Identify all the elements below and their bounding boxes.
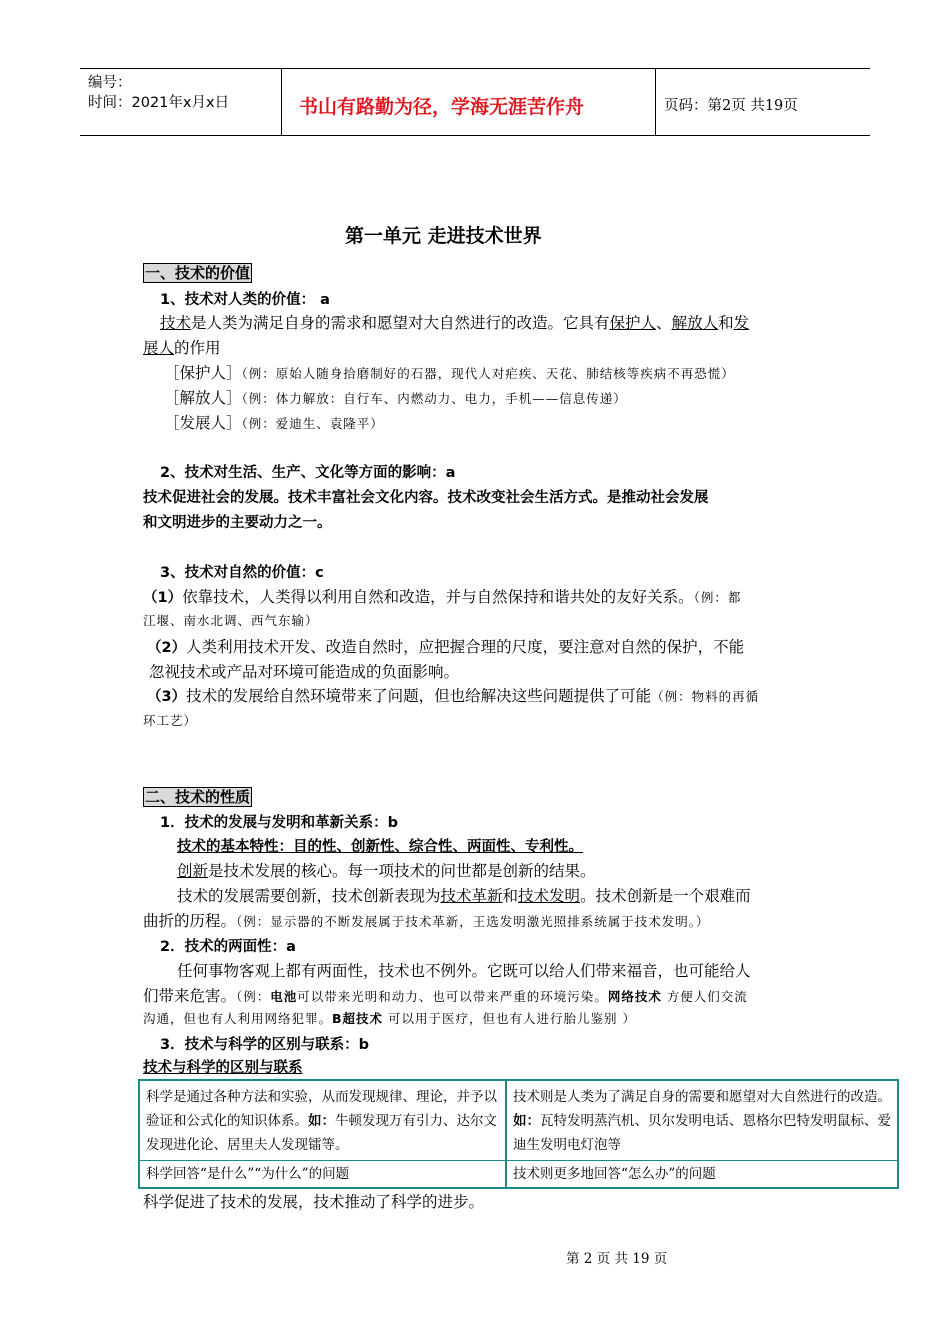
item-label: ［解放人］	[164, 389, 242, 407]
header-divider-right	[655, 68, 656, 135]
comparison-table	[138, 1079, 899, 1189]
sub2-title: 2、技术对生活、生产、文化等方面的影响：a	[160, 465, 456, 481]
text: 科学是通过各种方法和实验，从而发现规律、理论，并予以验证和公式化的知识体系。	[146, 1089, 497, 1129]
num: （2）	[147, 640, 187, 656]
table-cell-science-definition	[139, 1080, 506, 1161]
s2-sub1-line1	[177, 859, 596, 881]
sub3-title: 3、技术对自然的价值：c	[160, 565, 324, 581]
s2-sub2-line3	[143, 1008, 636, 1027]
table-row	[139, 1161, 898, 1189]
item-liberate	[164, 386, 627, 408]
sub3-p3-line2: 环工艺）	[143, 713, 198, 728]
table-cell-technology-question: 技术则更多地回答“怎么办”的问题	[506, 1161, 898, 1189]
item-note: （例：体力解放：自行车、内燃动力、电力，手机——信息传递）	[241, 391, 627, 406]
table-cell-science-question: 科学回答“是什么”“为什么”的问题	[139, 1161, 506, 1189]
text-bold: 如：	[513, 1113, 540, 1129]
header-bottom-rule	[80, 135, 870, 136]
header-number-label: 编号：	[88, 75, 132, 91]
s2-basic-features: 技术的基本特性：目的性、创新性、综合性、两面性、专利性。	[177, 839, 583, 855]
item-label: ［保护人］	[164, 364, 242, 382]
note: 方便人们交流	[661, 989, 748, 1004]
term-liberate: 解放人	[671, 314, 719, 332]
section2-heading	[143, 786, 252, 807]
sub2-line2: 和文明进步的主要动力之一。	[143, 515, 332, 531]
header-top-rule	[80, 68, 870, 69]
sub3-p2-line2: 忽视技术或产品对环境可能造成的负面影响。	[149, 663, 460, 681]
text: 瓦特发明蒸汽机、贝尔发明电话、恩格尔巴特发明鼠标、爱迪生发明电灯泡等	[513, 1113, 891, 1153]
text: 和	[718, 314, 734, 332]
item-note: （例：爱迪生、袁隆平）	[241, 416, 384, 431]
note-bold: 网络技术	[607, 989, 662, 1004]
term-innovation-reform: 技术革新	[440, 887, 503, 905]
s2-sub1-line3	[143, 909, 710, 931]
note: （例：物料的再循	[651, 689, 760, 704]
sub1-title: 1、技术对人类的价值： a	[160, 292, 330, 308]
header-page-info: 页码：第2页 共19页	[664, 98, 798, 114]
text: 技术则是人类为了满足自身的需要和愿望对大自然进行的改造。	[513, 1089, 891, 1105]
note: （例：	[236, 989, 271, 1004]
sub3-p2-line1	[147, 635, 744, 657]
s2-sub3-title: 3．技术与科学的区别与联系：b	[160, 1037, 369, 1053]
sub3-p1-line1	[143, 585, 741, 607]
section1-heading	[143, 262, 252, 283]
term-invention: 技术发明	[518, 887, 581, 905]
conclusion: 科学促进了技术的发展，技术推动了科学的进步。	[143, 1193, 485, 1211]
header-time-label: 时间：2021年x月x日	[88, 95, 230, 111]
s2-sub2-title: 2．技术的两面性：a	[160, 939, 296, 955]
text: 是技术发展的核心。每一项技术的问世都是创新的结果。	[208, 862, 596, 880]
sub1-paragraph-line2	[143, 336, 221, 358]
item-protect	[164, 361, 735, 383]
s2-sub1-title: 1．技术的发展与发明和革新关系：b	[160, 815, 398, 831]
table-cell-technology-definition	[506, 1080, 898, 1161]
item-label: ［发展人］	[164, 414, 242, 432]
s2-sub2-line2	[143, 984, 748, 1006]
text: 、	[656, 314, 672, 332]
text: 的作用	[174, 339, 221, 357]
sub3-p3-line1	[147, 684, 759, 706]
text: 们带来危害。	[143, 987, 237, 1005]
note: 沟通，但也有人利用网络犯罪。	[143, 1011, 333, 1026]
note: 可以用于医疗，但也有人进行胎儿鉴别 ）	[383, 1011, 636, 1026]
sub2-line1: 技术促进社会的发展。技术丰富社会文化内容。技术改变社会生活方式。是推动社会发展	[143, 490, 709, 506]
text: 技术的发展需要创新，技术创新表现为	[177, 887, 441, 905]
term-innovation: 创新	[177, 862, 209, 880]
sub1-paragraph-line1	[160, 311, 749, 333]
s2-sub2-line1: 任何事物客观上都有两面性，技术也不例外。它既可以给人们带来福音，也可能给人	[177, 962, 751, 980]
term-develop-b: 展人	[143, 339, 175, 357]
text: 依靠技术，人类得以利用自然和改造，并与自然保持和谐共处的友好关系。	[182, 588, 694, 606]
text: 是人类为满足自身的需求和愿望对大自然进行的改造。它具有	[191, 314, 610, 332]
note-bold: B超技术	[332, 1011, 384, 1026]
footer-page-number: 第 2 页 共 19 页	[566, 1251, 668, 1267]
term-technology: 技术	[160, 314, 192, 332]
header-motto: 书山有路勤为径，学海无涯苦作舟	[299, 96, 585, 118]
note-bold: 电池	[270, 989, 298, 1004]
text: 技术的发展给自然环境带来了问题，但也给解决这些问题提供了可能	[186, 687, 652, 705]
text: 和	[502, 887, 519, 905]
text-bold: 如：	[308, 1113, 335, 1129]
note: （例：都	[693, 590, 742, 605]
note: （例：显示器的不断发展属于技术革新，王选发明激光照排系统属于技术发明。）	[236, 914, 710, 929]
item-develop	[164, 411, 384, 433]
text: 人类利用技术开发、改造自然时，应把握合理的尺度，要注意对自然的保护，不能	[186, 638, 745, 656]
page-title: 第一单元 走进技术世界	[345, 225, 542, 247]
sub3-p1-line2: 江堰、南水北调、西气东输）	[143, 613, 319, 628]
text: 。技术创新是一个艰难而	[580, 887, 751, 905]
item-note: （例：原始人随身拾磨制好的石器，现代人对疟疾、天花、肺结核等疾病不再恐慌）	[241, 366, 735, 381]
term-protect: 保护人	[609, 314, 657, 332]
num: （1）	[143, 590, 183, 606]
text: 牛顿发现万有引力、达尔文发现进化论、居里夫人发现镭等。	[146, 1113, 497, 1153]
note: 可以带来光明和动力、也可以带来严重的环境污染。	[297, 989, 608, 1004]
table-caption: 技术与科学的区别与联系	[143, 1060, 303, 1076]
section1-heading-text: 一、技术的价值	[145, 264, 251, 282]
s2-sub1-line2	[177, 884, 751, 906]
num: （3）	[147, 689, 187, 705]
section2-heading-text: 二、技术的性质	[145, 788, 251, 806]
term-develop-a: 发	[733, 314, 750, 332]
table-row	[139, 1080, 898, 1161]
text: 曲折的历程。	[143, 912, 237, 930]
header-divider-left	[281, 68, 282, 135]
